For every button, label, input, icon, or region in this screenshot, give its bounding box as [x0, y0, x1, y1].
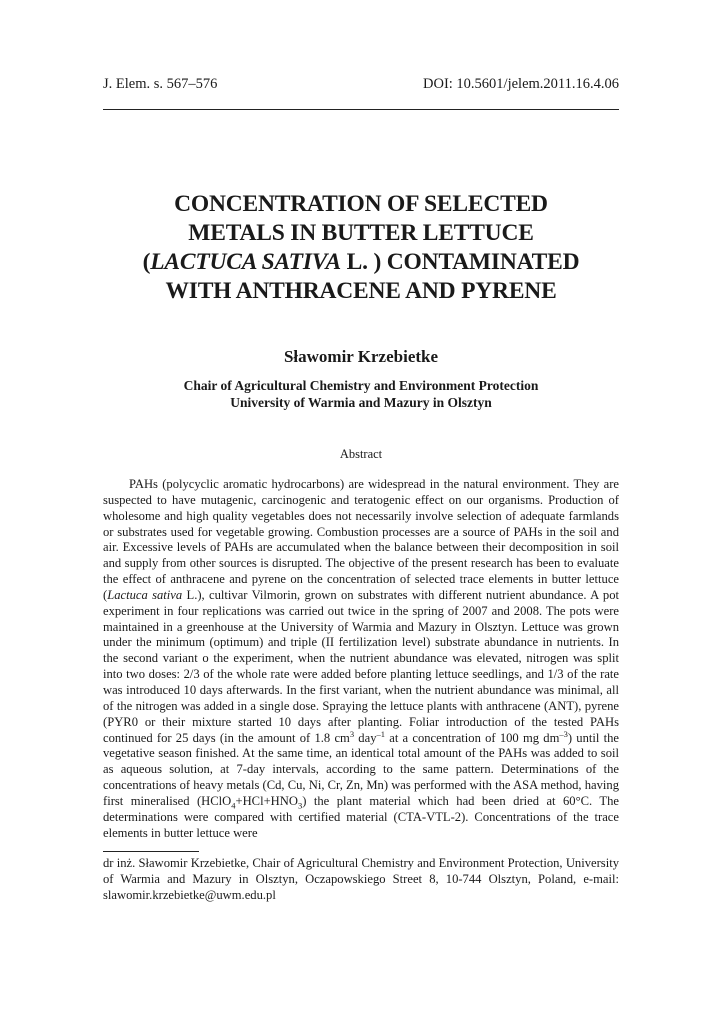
author-name: Sławomir Krzebietke — [283, 347, 439, 366]
title-line-3: (LACTUCA SATIVA L. ) CONTAMINATED — [142, 249, 580, 275]
header-divider — [103, 109, 619, 110]
title-species: LACTUCA SATIVA — [150, 249, 341, 275]
paper-title — [103, 190, 619, 306]
author-footnote: dr inż. Sławomir Krzebietke, Chair of Agricultural Chemistry and Environment Protection, University of Warmia and Mazury in Olsztyn, Oczapowskiego Street 8, 10-744 Olsztyn, Poland, e-mail: slawomir.krzebietke@uwm.edu.pl — [103, 856, 619, 902]
journal-citation: J. Elem. s. 567–576 — [103, 76, 218, 92]
doi: DOI: 10.5601/jelem.2011.16.4.06 — [423, 76, 619, 92]
title-line-1: CONCENTRATION OF SELECTED — [174, 191, 548, 217]
affiliation — [103, 378, 619, 411]
affiliation-line-1: Chair of Agricultural Chemistry and Environment Protection — [183, 378, 539, 393]
abstract-heading: Abstract — [339, 447, 383, 461]
title-line-2: METALS IN BUTTER LETTUCE — [188, 220, 534, 246]
footnote-divider — [103, 851, 199, 852]
title-line-4: WITH ANTHRACENE AND PYRENE — [165, 278, 557, 304]
abstract-body: PAHs (polycyclic aromatic hydrocarbons) are widespread in the natural environment. They are suspected to have mutagenic, carcinogenic and teratogenic effect on our organisms. Production of wholesome and high quality vegetables does not necessarily involve selection of adequate farmlands or substrates used for vegetable growing. Combustion processes are a source of PAHs in the soil and air. Excessive levels of PAHs are accumulated when the balance between their decomposition in soil and supply from other sources is disrupted. The objective of the present research has been to evaluate the effect of anthracene and pyrene on the concentration of selected trace elements in butter lettuce (Lactuca sativa L.), cultivar Vilmorin, grown on substrates with different nutrient abundance. A pot experiment in four replications was carried out twice in the spring of 2007 and 2008. The pots were maintained in a greenhouse at the University of Warmia and Mazury in Olsztyn. Lettuce was grown under the minimum (optimum) and triple (II fertilization level) substrate abundance in nutrients. In the second variant o the experiment, when the nutrient abundance was elevated, nitrogen was split into two doses: 2/3 of the whole rate were added before planting lettuce seedlings, and 1/3 of the rate was introduced 10 days afterwards. In the first variant, when the nutrient abundance was minimal, all of the nitrogen was added in a single dose. Spraying the lettuce plants with anthracene (ANT), pyrene (PYR0 or their mixture started 10 days after planting. Foliar introduction of the tested PAHs continued for 25 days (in the amount of 1.8 $cm^3$ day$^{-1}$ at a concentration of 100 mg $dm^{-3}$) until the vegetative season finished. At the same time, an identical total amount of the PAHs was added to soil as aqueous solution, at 7-day intervals, according to the same pattern. Determinations of the concentrations of heavy metals (Cd, Cu, Ni, Cr, Zn, Mn) was performed with the ASA method, having first mineralised $(HClO_4+HCl+HNO_3)$ the plant material which had been dried at 60°C. The determinations were compared with certified material (CTA-VTL-2). Concentrations of the trace elements in butter lettuce were — [103, 477, 619, 840]
affiliation-line-2: University of Warmia and Mazury in Olsztyn — [230, 394, 492, 410]
